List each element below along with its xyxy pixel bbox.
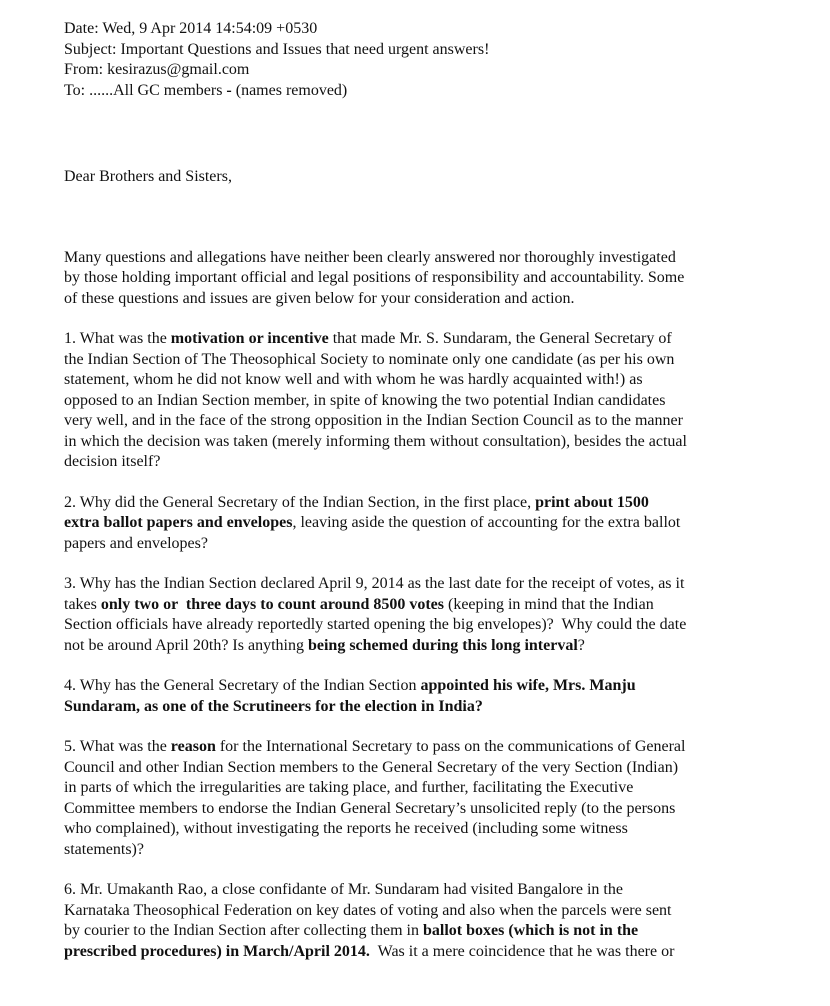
q2-line: papers and envelopes?: [64, 534, 208, 552]
q1-line: in which the decision was taken (merely informing them without consultation), besides the actual: [64, 432, 687, 450]
q6-line: [64, 921, 764, 942]
q1-emphasis: motivation or incentive: [170, 330, 329, 347]
q6-text: Was it a mere coincidence that he was there or: [369, 942, 675, 960]
question-5: [64, 737, 764, 860]
header-to: [64, 81, 764, 102]
email-document: [64, 19, 764, 962]
intro-line: by those holding important official and legal positions of responsibility and accountability. Some: [64, 269, 685, 286]
q1-line: decision itself?: [64, 453, 161, 470]
q5-line: in parts of which the irregularities are taking place, and further, facilitating the Executive: [64, 779, 634, 796]
q6-text: by courier to the Indian Section after collecting them in: [64, 922, 423, 939]
intro-line: Many questions and allegations have neither been clearly answered nor thoroughly investigated: [64, 248, 676, 266]
q2-text: 2. Why did the General Secretary of the Indian Section, in the first place,: [64, 493, 536, 511]
q6-emphasis: prescribed procedures) in March/April 2014.: [64, 942, 370, 960]
q6-emphasis: ballot boxes (which is not in the: [423, 922, 639, 939]
question-1: [64, 329, 764, 473]
q5-text: for the International Secretary to pass on the communications of General: [215, 738, 686, 755]
header-to-dash: -: [226, 81, 232, 99]
q3-line: Section officials have already reportedly started opening the big envelopes)? Why could the date: [64, 616, 687, 633]
q3-text: not be around April 20th? Is anything: [64, 636, 308, 654]
greeting: Dear Brothers and Sisters,: [64, 168, 232, 185]
q5-line: [64, 737, 764, 758]
q3-text: takes: [64, 595, 101, 613]
q5-line: who complained), without investigating the reports he received (including some witness: [64, 820, 628, 837]
q1-line: the Indian Section of The Theosophical Society to nominate only one candidate (as per his own: [64, 350, 675, 368]
q1-line: very well, and in the face of the strong opposition in the Indian Section Council as to the manner: [64, 412, 683, 429]
header-to-suffix: (names removed): [231, 81, 348, 99]
q5-line: statements)?: [64, 840, 144, 858]
q4-line: [64, 697, 764, 718]
q2-line: [64, 493, 764, 514]
q3-emphasis: being schemed during this long interval: [307, 636, 578, 654]
q6-line: 6. Mr. Umakanth Rao, a close confidante of Mr. Sundaram had visited Bangalore in the: [64, 881, 623, 898]
q2-emphasis: print about 1500: [535, 493, 649, 511]
header-date: Date: Wed, 9 Apr 2014 14:54:09 +0530: [64, 20, 318, 37]
q6-line: Karnataka Theosophical Federation on key dates of voting and also when the parcels were sent: [64, 901, 672, 919]
q5-line: Council and other Indian Section members to the General Secretary of the very Section (Indian): [64, 758, 679, 776]
intro-paragraph: [64, 248, 764, 310]
question-4: [64, 676, 764, 717]
q1-line: statement, whom he did not know well and with whom he was hardly acquainted with!) as: [64, 371, 643, 388]
q1-text: 1. What was the: [64, 330, 171, 347]
q1-line: opposed to an Indian Section member, in spite of knowing the two potential Indian candidates: [64, 391, 666, 409]
q3-line: [64, 595, 764, 616]
q1-text: that made Mr. S. Sundaram, the General Secretary of: [328, 330, 672, 347]
header-to-prefix: To: ......All GC members: [64, 81, 227, 99]
q5-emphasis: reason: [170, 738, 216, 755]
q3-emphasis: only two or three days to count around 8500 votes: [100, 595, 444, 613]
q3-text: ?: [577, 636, 585, 654]
q3-text: (keeping in mind that the Indian: [444, 595, 654, 613]
q6-line: [64, 942, 764, 963]
q4-text: 4. Why has the General Secretary of the Indian Section: [64, 677, 421, 694]
header-from: From: kesirazus@gmail.com: [64, 61, 250, 78]
intro-line: of these questions and issues are given below for your consideration and action.: [64, 289, 575, 307]
header-subject: Subject: Important Questions and Issues that need urgent answers!: [64, 40, 490, 58]
q5-text: 5. What was the: [64, 738, 171, 755]
q2-text: , leaving aside the question of accounting for the extra ballot: [292, 514, 681, 531]
question-6: [64, 880, 764, 962]
question-2: [64, 493, 764, 555]
q4-emphasis: appointed his wife, Mrs. Manju: [420, 677, 636, 694]
q5-line: Committee members to endorse the Indian General Secretary’s unsolicited reply (to the persons: [64, 799, 676, 817]
q1-line: [64, 329, 764, 350]
question-3: [64, 574, 764, 656]
q4-line: [64, 676, 764, 697]
q2-line: [64, 513, 764, 534]
q3-line: [64, 636, 764, 657]
email-header: [64, 19, 764, 101]
q3-line: 3. Why has the Indian Section declared April 9, 2014 as the last date for the receipt of votes, as it: [64, 575, 685, 592]
q4-emphasis: Sundaram, as one of the Scrutineers for the election in India?: [64, 697, 483, 715]
q2-emphasis: extra ballot papers and envelopes: [64, 514, 293, 531]
